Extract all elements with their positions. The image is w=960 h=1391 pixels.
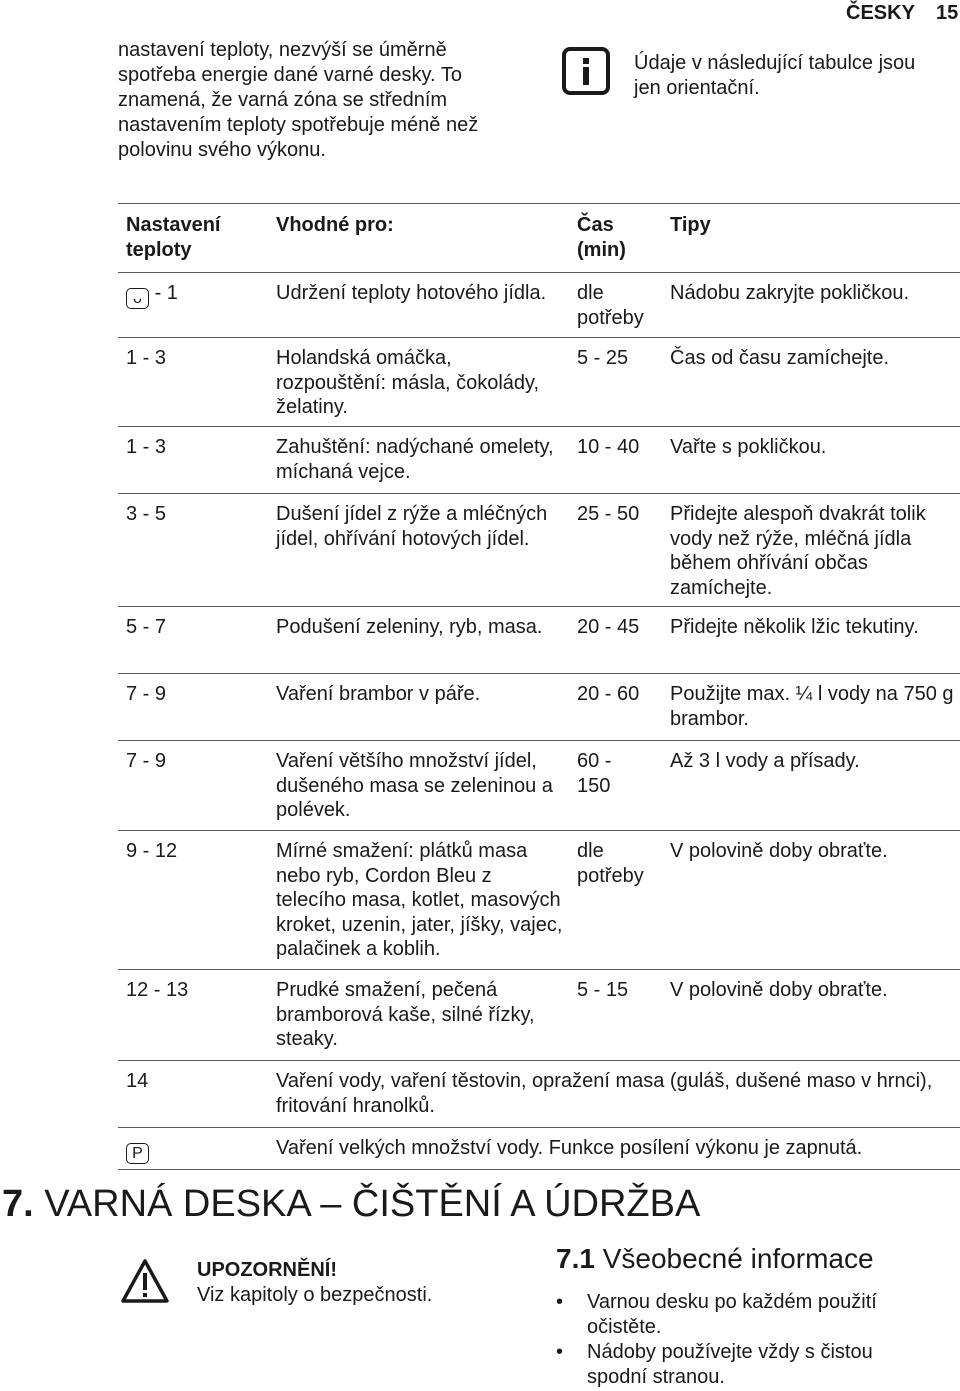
table-row bbox=[118, 607, 960, 674]
tips-cell: Čas od času zamíchejte. bbox=[670, 347, 889, 369]
tips-cell: Vařte s pokličkou. bbox=[670, 436, 827, 458]
table-row bbox=[118, 831, 960, 970]
time-cell: 10 - 40 bbox=[577, 436, 640, 458]
table-row bbox=[118, 1128, 960, 1170]
keep-warm-icon: ᴗ bbox=[126, 288, 149, 309]
table-header bbox=[118, 203, 960, 273]
tips-cell: V polovině doby obraťte. bbox=[670, 840, 888, 862]
general-info-list bbox=[556, 1290, 936, 1390]
power-boost-icon: P bbox=[126, 1143, 149, 1164]
subsection-heading: 7.1 Všeobecné informace bbox=[556, 1243, 874, 1274]
time-cell: dle potřeby bbox=[577, 840, 644, 887]
table-row bbox=[118, 674, 960, 741]
table-row bbox=[118, 970, 960, 1061]
time-cell: 25 - 50 bbox=[577, 503, 640, 525]
use-cell: Dušení jídel z rýže a mléčných jídel, ohřívání hotových jídel. bbox=[276, 503, 548, 550]
list-item: • Varnou desku po každém použití očistěte. bbox=[556, 1290, 936, 1339]
tips-cell: Přidejte alespoň dvakrát tolik vody než rýže, mléčná jídla během ohřívání občas zamíchejte. bbox=[670, 503, 926, 599]
table-row bbox=[118, 427, 960, 494]
table-row bbox=[118, 338, 960, 427]
warning-icon bbox=[120, 1258, 170, 1304]
list-item: • Nádoby používejte vždy s čistou spodní stranou. bbox=[556, 1340, 936, 1389]
table-row bbox=[118, 1061, 960, 1128]
page-language: ČESKY bbox=[846, 2, 915, 24]
info-note-text: Údaje v následující tabulce jsou jen orientační. bbox=[634, 52, 916, 99]
use-cell: Vaření brambor v páře. bbox=[276, 683, 481, 705]
header-tips: Tipy bbox=[670, 214, 711, 236]
header-setting: Nastavení teploty bbox=[126, 214, 221, 261]
setting-cell: 14 bbox=[126, 1070, 149, 1092]
warning-heading: UPOZORNĚNÍ! bbox=[197, 1259, 337, 1281]
time-cell: 20 - 45 bbox=[577, 616, 640, 638]
setting-cell: ᴗ - 1 bbox=[126, 281, 266, 309]
setting-cell: 12 - 13 bbox=[126, 979, 189, 1001]
section-heading: 7. VARNÁ DESKA – ČIŠTĚNÍ A ÚDRŽBA bbox=[2, 1183, 701, 1225]
tips-cell: Nádobu zakryjte pokličkou. bbox=[670, 282, 910, 304]
time-cell: dle potřeby bbox=[577, 282, 644, 329]
setting-cell: 7 - 9 bbox=[126, 683, 167, 705]
use-cell: Prudké smažení, pečená bramborová kaše, silné řízky, steaky. bbox=[276, 979, 535, 1050]
warning-text: Viz kapitoly o bezpečnosti. bbox=[197, 1284, 433, 1306]
table-row bbox=[118, 273, 960, 338]
header-time: Čas (min) bbox=[577, 214, 626, 261]
use-cell: Zahuštění: nadýchané omelety, míchaná vejce. bbox=[276, 436, 554, 483]
header-use: Vhodné pro: bbox=[276, 214, 394, 236]
setting-cell: 1 - 3 bbox=[126, 436, 167, 458]
use-cell: Vaření vody, vaření těstovin, opražení masa (guláš, dušené maso v hrnci), fritování hranolků. bbox=[276, 1070, 933, 1117]
page-number: 15 bbox=[936, 2, 959, 24]
tips-cell: Až 3 l vody a přísady. bbox=[670, 750, 860, 772]
use-cell: Vaření většího množství jídel, dušeného masa se zeleninou a polévek. bbox=[276, 750, 553, 821]
info-icon bbox=[562, 47, 610, 95]
setting-cell: 5 - 7 bbox=[126, 616, 167, 638]
tips-cell: Použijte max. ¼ l vody na 750 g brambor. bbox=[670, 683, 954, 730]
use-cell: Udržení teploty hotového jídla. bbox=[276, 282, 547, 304]
use-cell: Vaření velkých množství vody. Funkce posílení výkonu je zapnutá. bbox=[276, 1137, 863, 1159]
setting-cell: 3 - 5 bbox=[126, 503, 167, 525]
time-cell: 5 - 25 bbox=[577, 347, 629, 369]
tips-cell: V polovině doby obraťte. bbox=[670, 979, 888, 1001]
table-row bbox=[118, 494, 960, 607]
setting-cell: 9 - 12 bbox=[126, 840, 178, 862]
tips-cell: Přidejte několik lžic tekutiny. bbox=[670, 616, 919, 638]
setting-cell: 1 - 3 bbox=[126, 347, 167, 369]
setting-cell bbox=[126, 1136, 266, 1164]
use-cell: Podušení zeleniny, ryb, masa. bbox=[276, 616, 543, 638]
table-row bbox=[118, 741, 960, 831]
time-cell: 5 - 15 bbox=[577, 979, 629, 1001]
use-cell: Mírné smažení: plátků masa nebo ryb, Cordon Bleu z telecího masa, kotlet, masových kroket, uzenin, jater, jíšky, vajec, palačinek a koblih. bbox=[276, 840, 563, 960]
use-cell: Holandská omáčka, rozpouštění: másla, čokolády, želatiny. bbox=[276, 347, 540, 418]
intro-paragraph: nastavení teploty, nezvýší se úměrně spotřeba energie dané varné desky. To znamená, že varná zóna se středním nastavením teploty spotřebuje méně než polovinu svého výkonu. bbox=[118, 39, 479, 161]
setting-cell: 7 - 9 bbox=[126, 750, 167, 772]
time-cell: 20 - 60 bbox=[577, 683, 640, 705]
time-cell: 60 - 150 bbox=[577, 750, 612, 797]
heat-settings-table bbox=[118, 203, 960, 1170]
